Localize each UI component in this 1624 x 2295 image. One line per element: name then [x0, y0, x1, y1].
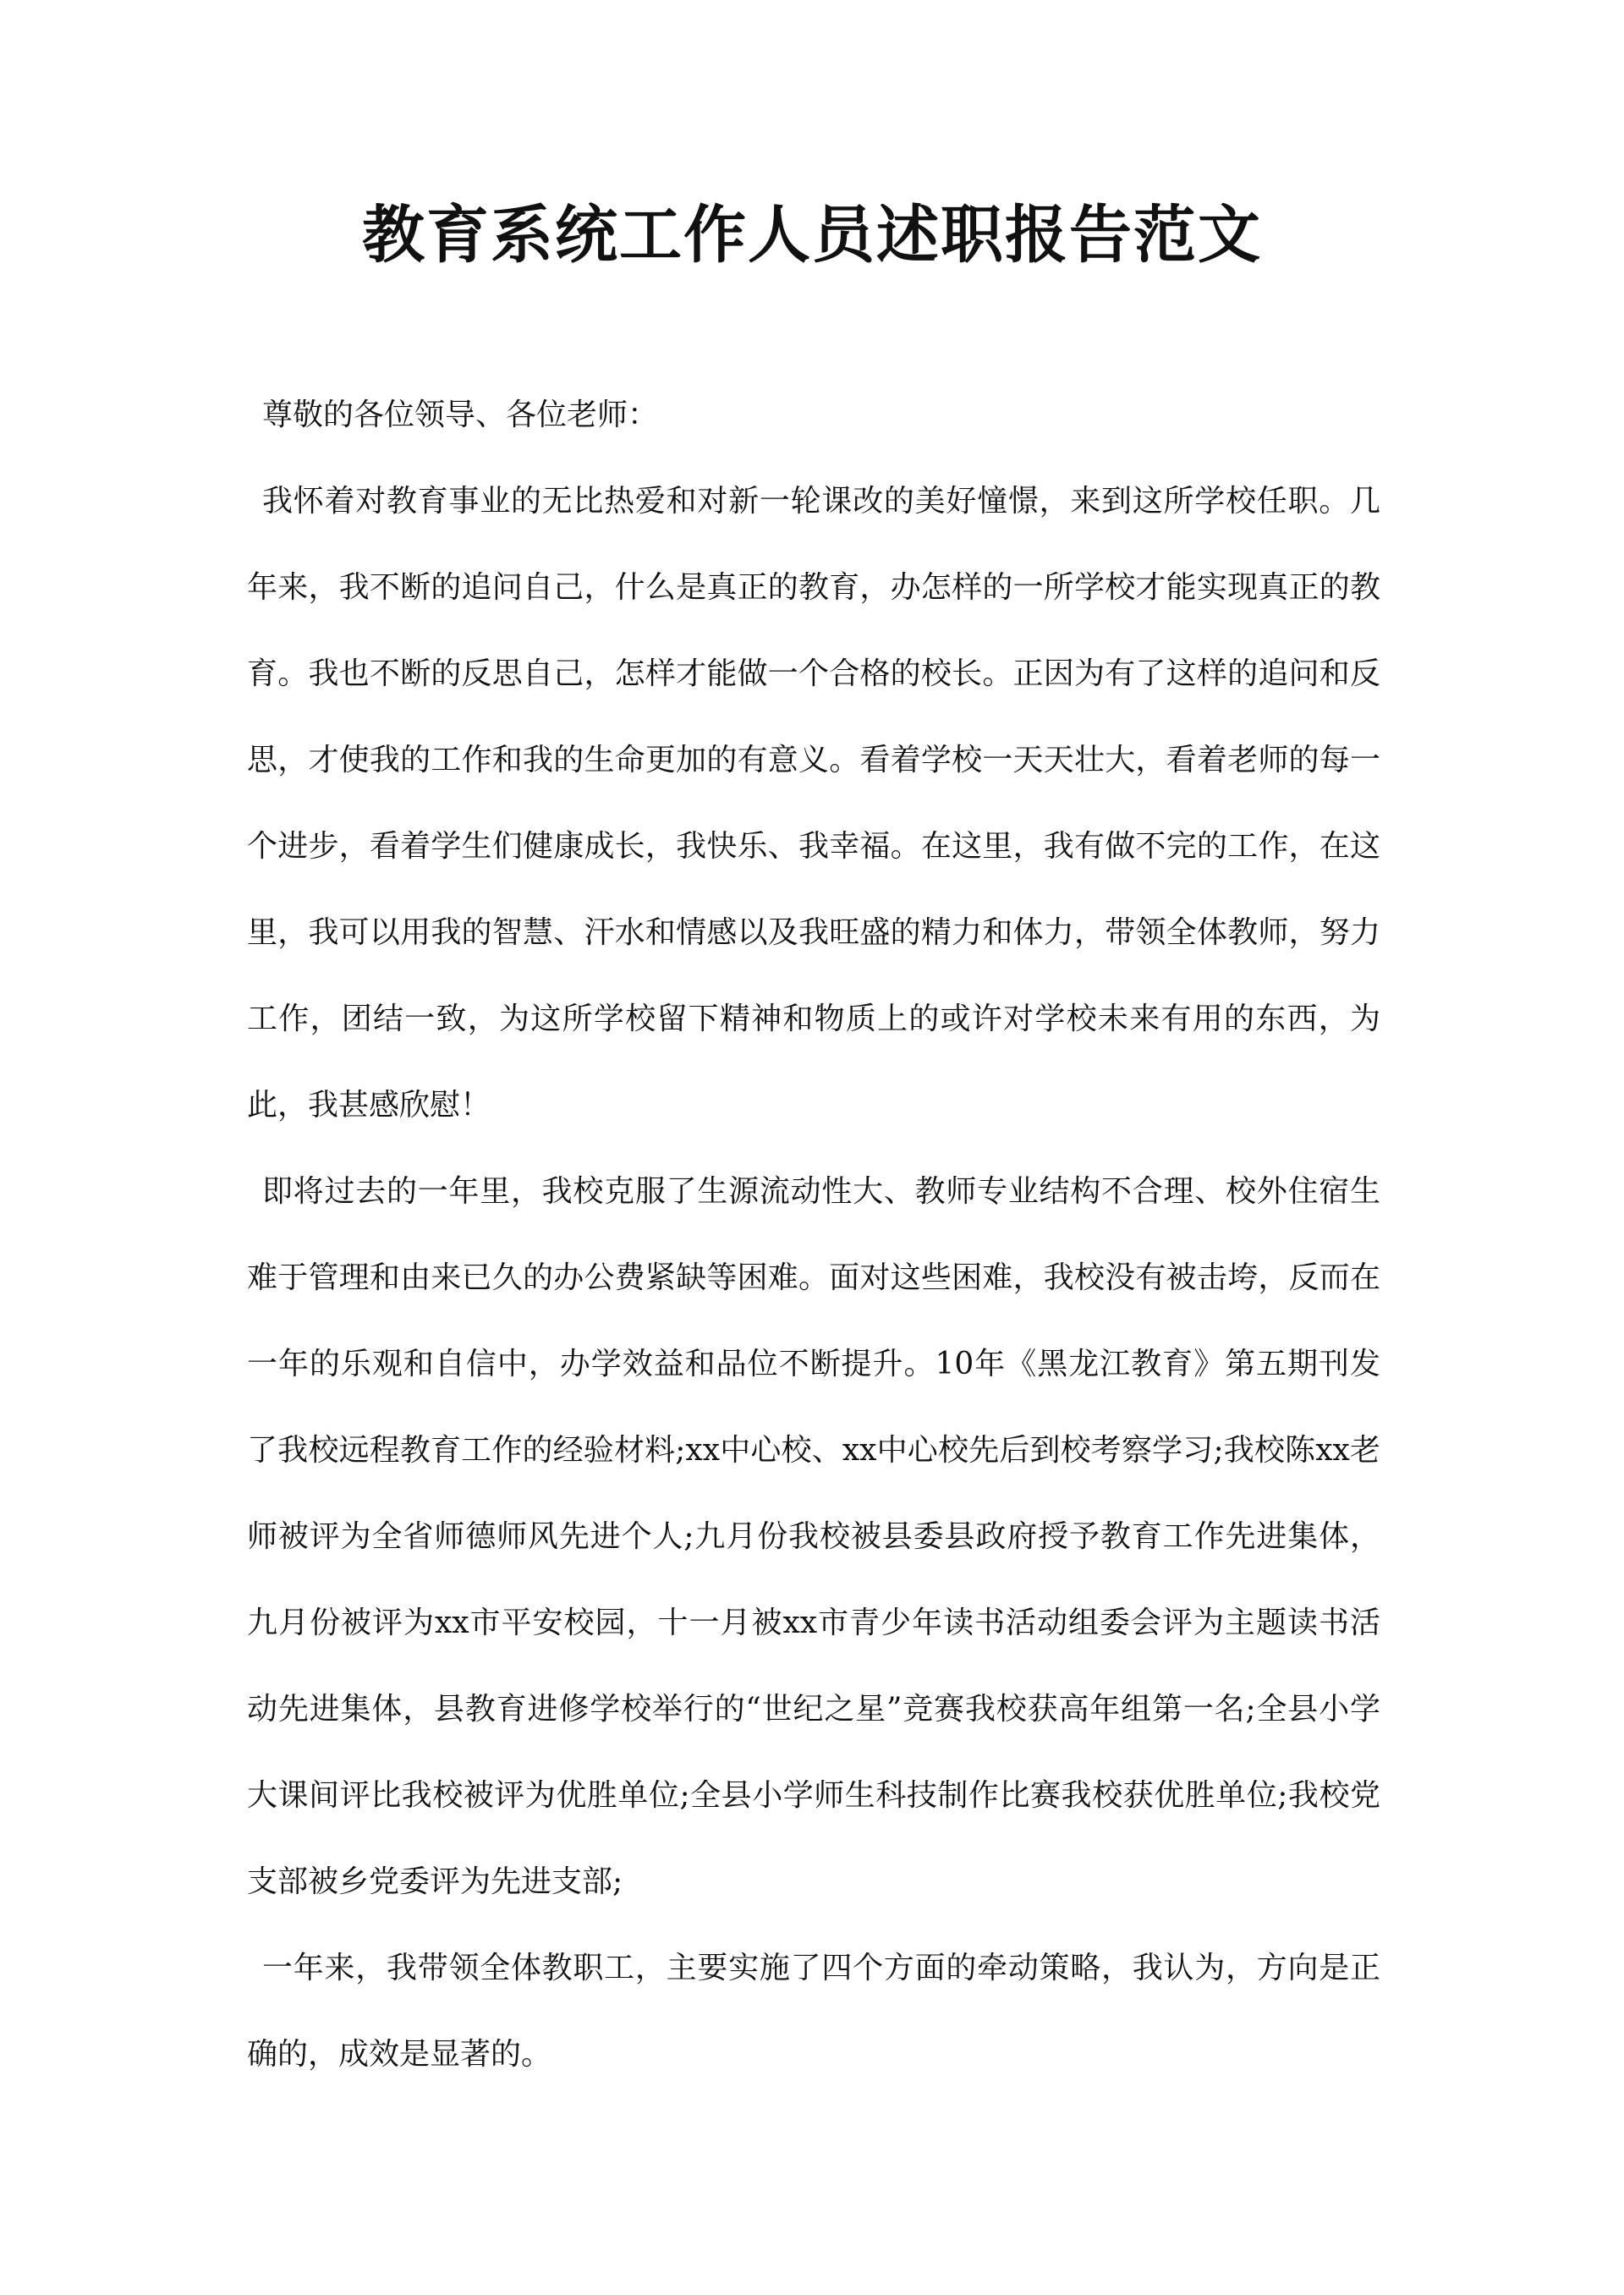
document-title: 教育系统工作人员述职报告范文 — [362, 199, 1262, 272]
greeting: 尊敬的各位领导、各位老师： — [262, 398, 659, 432]
paragraph-1: 我怀着对教育事业的无比热爱和对新一轮课改的美好憧憬，来到这所学校任职。几年来，我不断的追问自己，什么是真正的教育，办怎样的一所学校才能实现真正的教育。我也不断的反思自己，怎样才能做一个合格的校长。正因为有了这样的追问和反思，才使我的工作和我的生命更加的有意义。看着学校一天天壮大，看着老师的每一个进步，看着学生们健康成长，我快乐、我幸福。在这里，我有做不完的工作，在这里，我可以用我的智慧、汗水和情感以及我旺盛的精力和体力，带领全体教师，努力工作，团结一致，为这所学校留下精神和物质上的或许对学校未来有用的东西，为此，我甚感欣慰！ — [247, 484, 1380, 1123]
document-body — [247, 372, 1380, 2098]
paragraph-3: 一年来，我带领全体教职工，主要实施了四个方面的牵动策略，我认为，方向是正确的，成效是显著的。 — [247, 1951, 1380, 2072]
paragraph-2: 即将过去的一年里，我校克服了生源流动性大、教师专业结构不合理、校外住宿生难于管理和由来已久的办公费紧缺等困难。面对这些困难，我校没有被击垮，反而在一年的乐观和自信中，办学效益和品位不断提升。10年《黑龙江教育》第五期刊发了我校远程教育工作的经验材料;xx中心校、xx中心校先后到校考察学习;我校陈xx老师被评为全省师德师风先进个人;九月份我校被县委县政府授予教育工作先进集体，九月份被评为xx市平安校园，十一月被xx市青少年读书活动组委会评为主题读书活动先进集体，县教育进修学校举行的“世纪之星”竞赛我校获高年组第一名;全县小学大课间评比我校被评为优胜单位;全县小学师生科技制作比赛我校获优胜单位;我校党支部被乡党委评为先进支部; — [247, 1174, 1380, 1899]
